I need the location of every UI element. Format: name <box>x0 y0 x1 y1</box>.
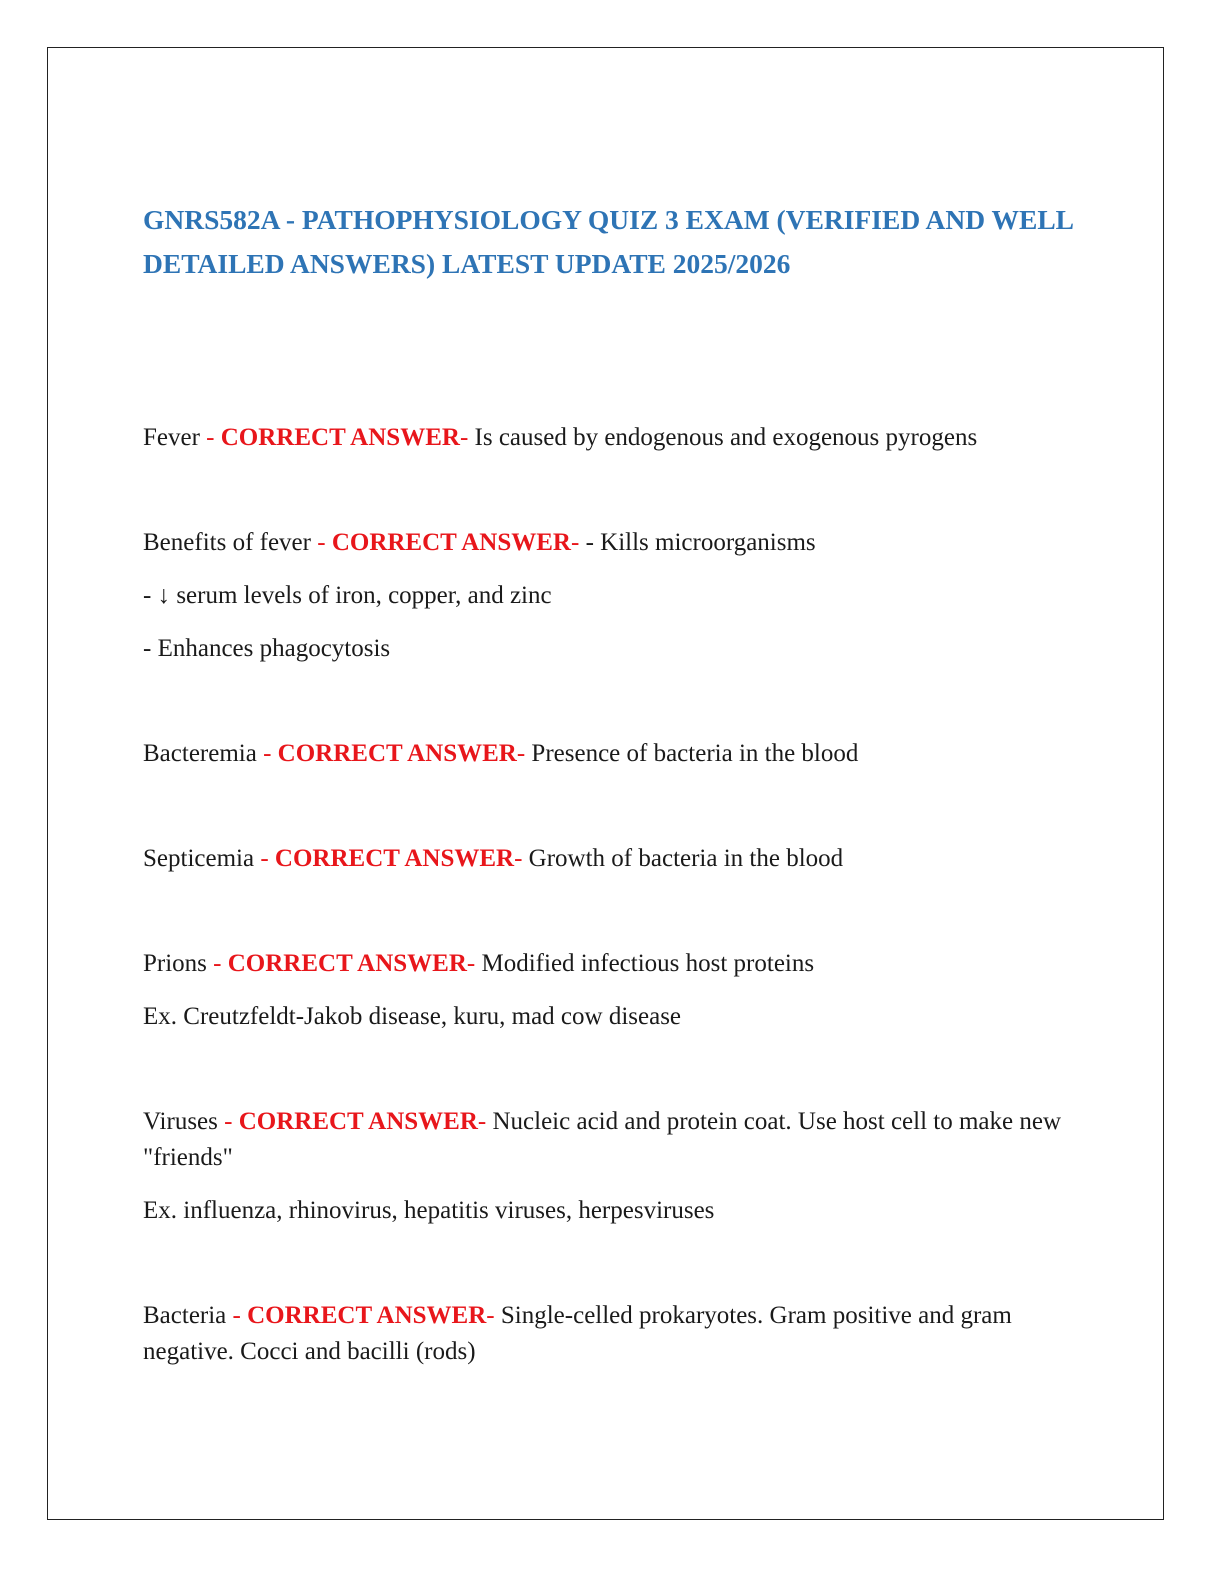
qa-extra-line: Ex. influenza, rhinovirus, hepatitis viruses, herpesviruses <box>143 1197 715 1224</box>
qa-item-septicemia <box>143 841 1083 877</box>
qa-line: Fever - CORRECT ANSWER- Is caused by endogenous and exogenous pyrogens <box>143 424 978 451</box>
qa-term: Fever <box>143 424 200 451</box>
qa-extra-line: - ↓ serum levels of iron, copper, and zinc <box>143 582 552 609</box>
qa-term: Bacteremia <box>143 740 257 767</box>
qa-term: Prions <box>143 950 207 977</box>
answer-label: CORRECT ANSWER <box>220 424 460 451</box>
qa-item-bacteremia <box>143 736 1083 772</box>
qa-answer: Is caused by endogenous and exogenous pyrogens <box>474 424 978 451</box>
qa-line: Septicemia - CORRECT ANSWER- Growth of bacteria in the blood <box>143 845 844 872</box>
qa-answer: - Kills microorganisms <box>585 529 816 556</box>
qa-line: Viruses - CORRECT ANSWER- Nucleic acid and protein coat. Use host cell to make new "friends" <box>143 1108 1062 1171</box>
qa-answer: Nucleic acid and protein coat. Use host cell to make new "friends" <box>143 1108 1062 1171</box>
qa-list <box>143 420 1083 1370</box>
answer-label: CORRECT ANSWER <box>274 845 515 872</box>
answer-label: CORRECT ANSWER <box>247 1302 487 1329</box>
document-title: GNRS582A - PATHOPHYSIOLOGY QUIZ 3 EXAM (VERIFIED AND WELL DETAILED ANSWERS) LATEST UPDATE 2025/2026 <box>143 204 1073 279</box>
document-body <box>143 198 1083 1370</box>
qa-answer: Single-celled prokaryotes. Gram positive and gram negative. Cocci and bacilli (rods) <box>143 1302 1012 1365</box>
qa-item-benefits-of-fever <box>143 525 1083 667</box>
answer-label: CORRECT ANSWER <box>331 529 571 556</box>
qa-item-fever <box>143 420 1083 456</box>
qa-term: Benefits of fever <box>143 529 311 556</box>
qa-extra-line: - Enhances phagocytosis <box>143 635 391 662</box>
qa-term: Septicemia <box>143 845 255 872</box>
qa-item-prions <box>143 946 1083 1035</box>
qa-line: Bacteria - CORRECT ANSWER- Single-celled prokaryotes. Gram positive and gram negative. Cocci and bacilli (rods) <box>143 1302 1012 1365</box>
qa-item-bacteria <box>143 1298 1083 1370</box>
qa-answer: Growth of bacteria in the blood <box>528 845 844 872</box>
qa-term: Viruses <box>143 1108 218 1135</box>
qa-line: Benefits of fever - CORRECT ANSWER- - Kills microorganisms <box>143 529 816 556</box>
answer-label: CORRECT ANSWER <box>227 950 467 977</box>
qa-line: Prions - CORRECT ANSWER- Modified infectious host proteins <box>143 950 815 977</box>
answer-label: CORRECT ANSWER <box>238 1108 478 1135</box>
qa-extra-line: Ex. Creutzfeldt-Jakob disease, kuru, mad cow disease <box>143 1003 682 1030</box>
qa-term: Bacteria <box>143 1302 227 1329</box>
answer-label: CORRECT ANSWER <box>277 740 517 767</box>
qa-item-viruses <box>143 1104 1083 1229</box>
qa-answer: Presence of bacteria in the blood <box>531 740 859 767</box>
qa-line: Bacteremia - CORRECT ANSWER- Presence of bacteria in the blood <box>143 740 859 767</box>
qa-answer: Modified infectious host proteins <box>481 950 815 977</box>
